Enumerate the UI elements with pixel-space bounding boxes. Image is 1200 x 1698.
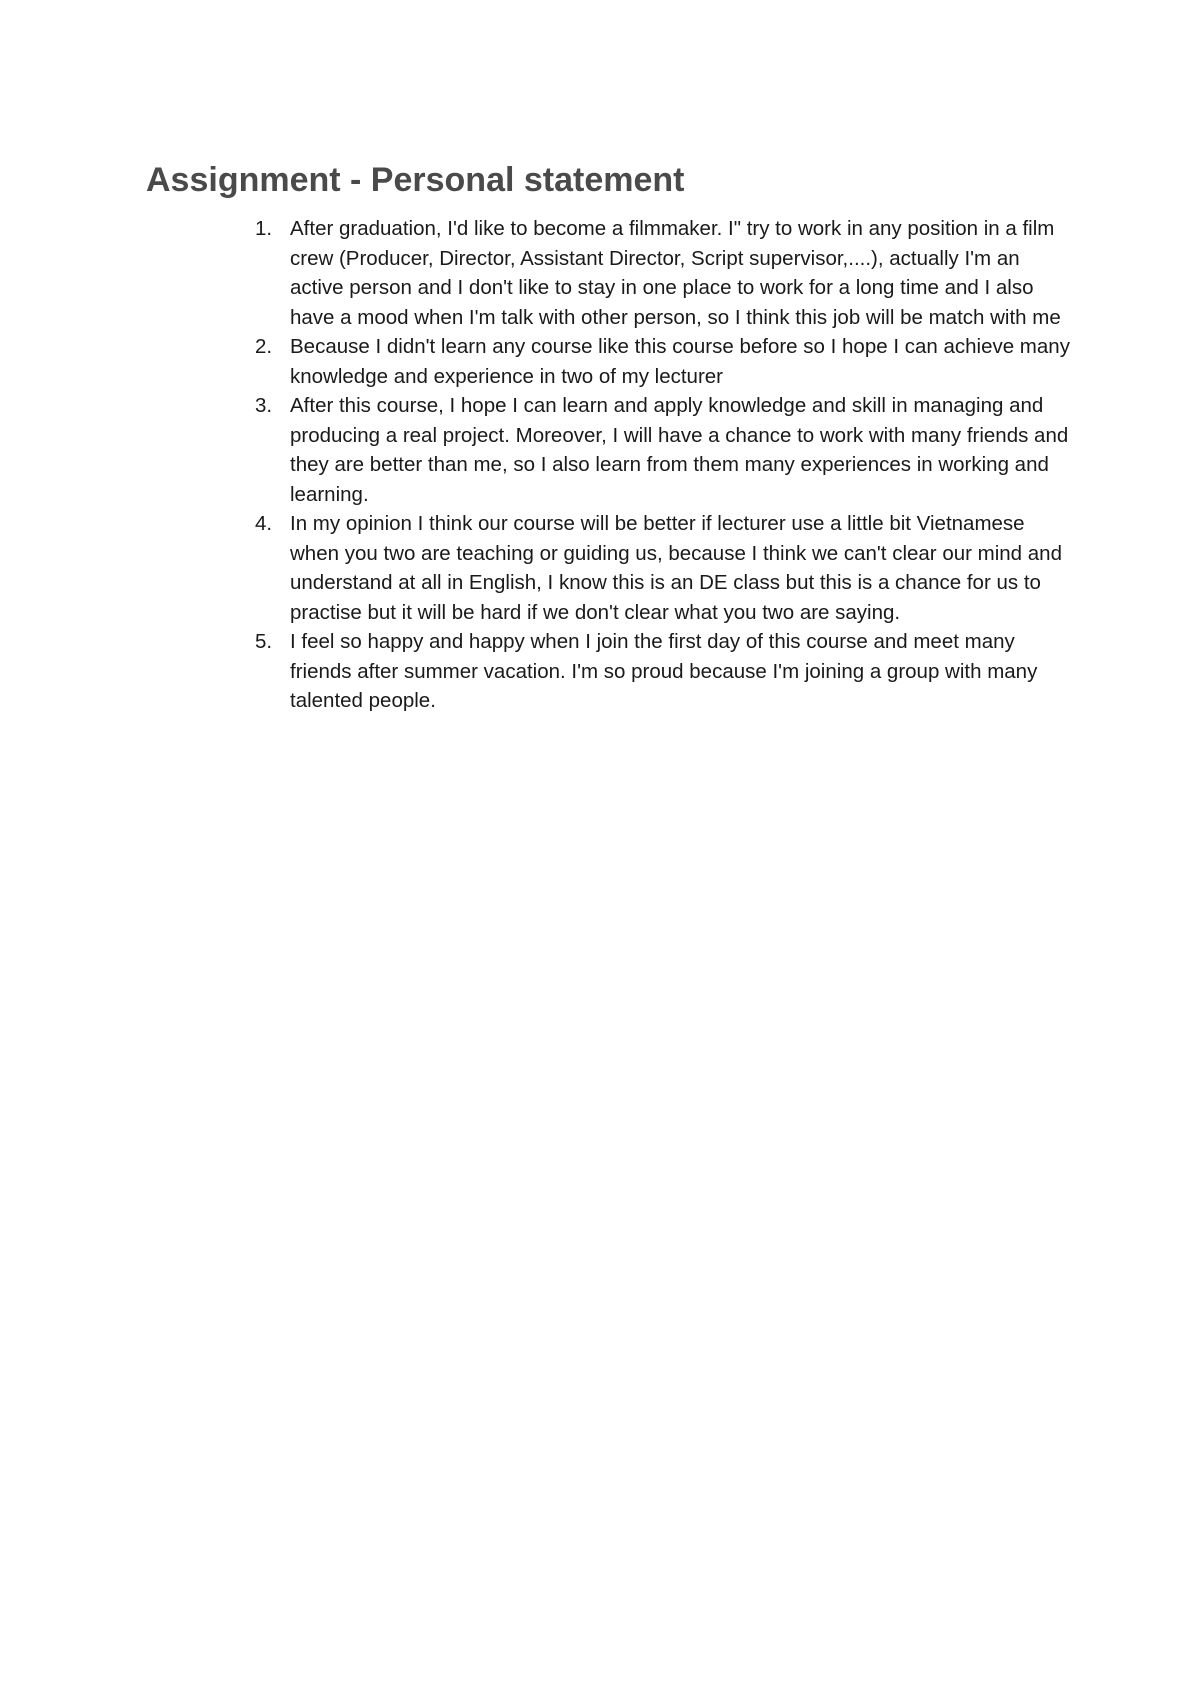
document-title: Assignment - Personal statement <box>146 161 685 199</box>
list-item-text: After graduation, I'd like to become a filmmaker. I" try to work in any position in a film crew (Producer, Director, Assistant Director, Script supervisor,....), actually I'm an active person and I don't like to stay in one place to work for a long time and I also have a mood when I'm talk with other person, so I think this job will be match with me <box>290 217 1061 329</box>
list-item-number: 4. <box>255 512 273 535</box>
list-item-text: In my opinion I think our course will be better if lecturer use a little bit Vietnamese when you two are teaching or guiding us, because I think we can't clear our mind and understand at all in English, I know this is an DE class but this is a chance for us to practise but it will be hard if we don't clear what you two are saying. <box>290 512 1062 624</box>
list-item <box>250 214 1070 332</box>
list-item <box>250 627 1070 716</box>
list-item <box>250 332 1070 391</box>
list-item-number: 2. <box>255 335 273 358</box>
list-item-text: Because I didn't learn any course like this course before so I hope I can achieve many knowledge and experience in two of my lecturer <box>290 335 1070 388</box>
list-item-number: 5. <box>255 630 273 653</box>
list-item <box>250 391 1070 509</box>
statement-list <box>250 214 1070 716</box>
list-item-text: After this course, I hope I can learn and apply knowledge and skill in managing and producing a real project. Moreover, I will have a chance to work with many friends and they are better than me, so I also learn from them many experiences in working and learning. <box>290 394 1069 506</box>
list-item <box>250 509 1070 627</box>
list-item-number: 1. <box>255 217 273 240</box>
list-item-number: 3. <box>255 394 273 417</box>
list-item-text: I feel so happy and happy when I join the first day of this course and meet many friends after summer vacation. I'm so proud because I'm joining a group with many talented people. <box>290 630 1038 712</box>
